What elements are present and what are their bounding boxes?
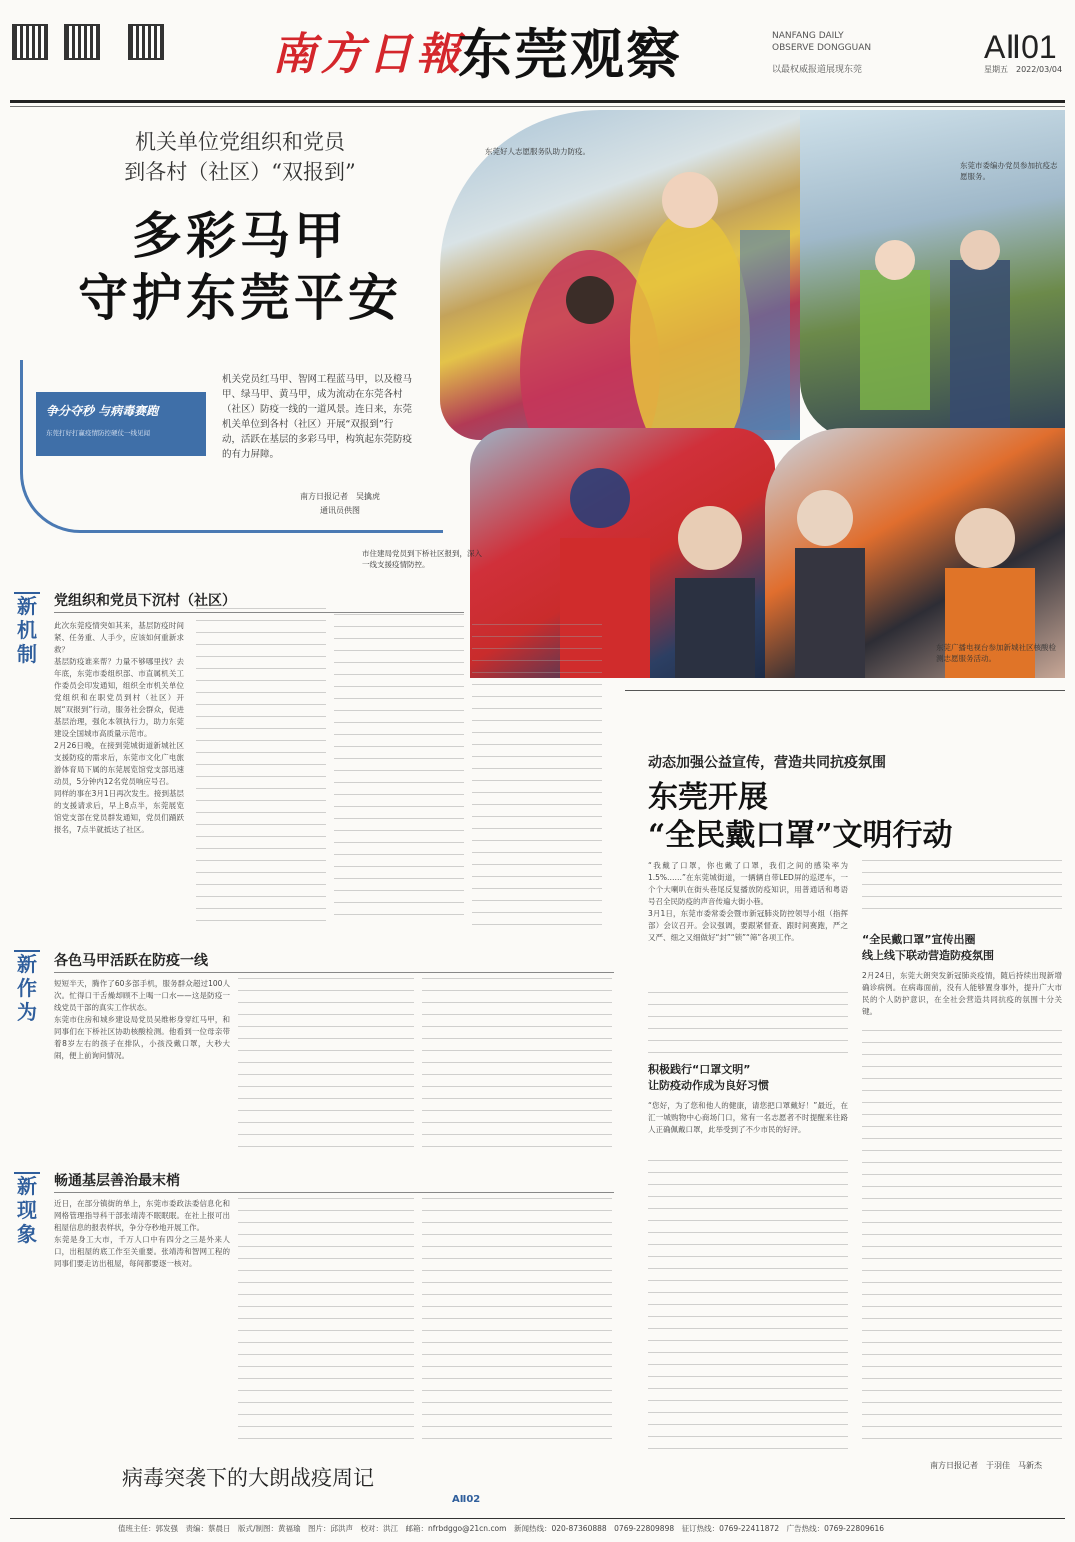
masthead-rule <box>10 100 1065 103</box>
right-article-rule <box>625 690 1065 691</box>
photo-caption-3: 市住建局党员到下桥社区报到，深入一线支援疫情防控。 <box>362 549 482 569</box>
section-title: 东莞观察 <box>458 23 682 86</box>
section-1-col-1: 此次东莞疫情突如其来，基层防疫时间紧、任务重、人手少，应该如何重新求救？ 基层防疫谁来帮？力量不够哪里找？去年底，东莞市委组织部、市直属机关工作委员会印发通知，组织全市机关单位党组织和在职党员到村（社区）开展“双报到”行动，服务社会群众，促进基层治理，强化本领执行力，助力东莞建设全国城市高质量示范市。 2月26日晚，在接到莞城街道新城社区支援防疫的需求后，东莞市文化广电旅游体育局下属的东莞展览馆党支部迅速动员，5分钟内12名党员响应号召。 同样的事在3月1日再次发生。接到基层的支援请求后，早上8点半，东莞展览馆党支部在党员群发通知，党员们踊跃报名，7点半就抵达了社区。 <box>54 621 184 834</box>
qr-code-3 <box>128 24 164 60</box>
right-article-title-1: 东莞开展 <box>648 780 768 815</box>
section-2-col-1: 短短半天，腾作了60多部手机，服务群众超过100人次。忙得口干舌燥却顾不上喝一口水——这是防疫一线党员干部的真实工作状态。 东莞市住房和城乡建设局党员吴维彬身穿红马甲，和同事们在下桥社区协助核酸检测。他看到一位母亲带着8岁左右的孩子在排队，小孩没戴口罩，大秒大闹，便上前询问情况。 <box>54 979 230 1060</box>
section-3-rule <box>54 1192 614 1193</box>
photo-caption-1: 东莞好人志愿服务队助力防疫。 <box>485 147 590 156</box>
qr-code-2 <box>64 24 100 60</box>
right-article-kicker: 动态加强公益宣传，营造共同抗疫氛围 <box>648 755 886 771</box>
footer-rule <box>10 1518 1065 1519</box>
footer-credits: 值班主任：郭发强 责编：蔡晨日 版式/制图：黄福瑜 图片：邱洪声 校对：洪江 邮箱：nfrbdggo@21cn.com 新闻热线：020-87360888 0769-22809898 征订热线：0769-22411872 广告热线：0769-22809616 <box>118 1524 885 1533</box>
banner-title: 争分夺秒 与病毒赛跑 <box>46 404 159 418</box>
right-article-p3: “您好，为了您和他人的健康，请您把口罩戴好！”最近，在汇一城购物中心商场门口，常有一名志愿者不时提醒来往路人正确佩戴口罩，此举受到了不少市民的好评。 <box>648 1101 848 1134</box>
right-article-p1: “我戴了口罩，你也戴了口罩，我们之间的感染率为1.5%……”在东莞城街道，一辆辆自带LED屏的巡逻车，一个个大喇叭在街头巷尾反复播放防疫知识，用普通话和粤语号召全民防疫的声音传遍大街小巷。 3月1日，东莞市委常委会暨市新冠肺炎防控领导小组（指挥部）会议召开。会议强调，要跟紧督查、跟时间赛跑，严之又严、细之又细做好“封”“锁”“筛”各项工作。 <box>648 861 848 942</box>
page-reference[interactable]: AⅡ02 <box>452 1494 481 1505</box>
photo-volunteers-yellow-vests <box>440 110 800 440</box>
right-article-col-2b-text <box>862 1030 1062 1450</box>
lead-paragraph: 机关党员红马甲、智网工程蓝马甲，以及橙马甲、绿马甲、黄马甲，成为流动在东莞各村（社区）防疫一线的一道风景。连日来，东莞机关单位到各村（社区）开展“双报到”行动，活跃在基层的多彩马甲，构筑起东莞防疫的有力屏障。 <box>222 374 413 460</box>
right-article-col-2-text <box>862 860 1062 920</box>
section-1-title: 党组织和党员下沉村（社区） <box>54 593 236 609</box>
masthead-rule-thin <box>10 106 1065 107</box>
photo-caption-4: 东莞广播电视台参加新城社区核酸检测志愿服务活动。 <box>936 643 1056 663</box>
section-tag-new-phenomenon: 新 现 象 <box>14 1172 40 1246</box>
byline: 南方日报记者 吴擒虎 通讯员供图 <box>300 492 380 515</box>
section-3-col-3-text <box>422 1198 612 1448</box>
section-2-col-2-text <box>238 978 414 1148</box>
photo-orange-vest-volunteers <box>765 428 1065 678</box>
series-banner <box>36 392 206 456</box>
photo-figures <box>440 110 800 440</box>
headline-kicker-2: 到各村（社区）“双报到” <box>124 160 356 184</box>
right-subhead-2: “全民戴口罩”宣传出圈 线上线下联动营造防疫氛围 <box>862 933 994 962</box>
right-article-col-1-text <box>648 992 848 1054</box>
section-2-rule <box>54 972 614 973</box>
section-1-col-4-text <box>472 624 602 926</box>
section-tag-new-action: 新 作 为 <box>14 950 40 1024</box>
section-3-col-2-text <box>238 1198 414 1448</box>
photo-figures-4 <box>765 428 1065 678</box>
brand-english: NANFANG DAILY OBSERVE DONGGUAN <box>772 31 872 53</box>
headline-title-2: 守护东莞平安 <box>78 268 402 327</box>
banner-subtitle: 东莞打好打赢疫情防控硬仗一线见闻 <box>46 429 150 437</box>
right-article-title-2: “全民戴口罩”文明行动 <box>648 818 953 853</box>
section-1-col-3-text <box>334 614 464 926</box>
section-3-col-1: 近日，在部分镇街的单上，东莞市委政法委信息化和网格管理指导科干部张靖涛不眠眠眠。在社上报可出租屋信息的报表样状，争分夺秒地开展工作。 东莞是身工大市，千万人口中有四分之三是外来人口，出租屋的底工作至关重要。张靖涛和智网工程的同事们要走访出租屋，每间都要逐一核对。 <box>54 1199 230 1268</box>
section-1-col-2-text <box>196 608 326 926</box>
issue-date: 星期五 2022/03/04 <box>984 65 1063 74</box>
headline-kicker-1: 机关单位党组织和党员 <box>135 130 345 154</box>
photo-caption-2: 东莞市委编办党员参加抗疫志愿服务。 <box>960 161 1058 181</box>
newspaper-logo: 南方日報 <box>272 29 464 80</box>
right-subhead-1: 积极践行“口罩文明” 让防疫动作成为良好习惯 <box>648 1063 769 1092</box>
section-2-col-3-text <box>422 978 612 1148</box>
headline-title-1: 多彩马甲 <box>132 206 348 265</box>
section-tag-new-mechanism: 新 机 制 <box>14 592 40 666</box>
section-3-title: 畅通基层善治最末梢 <box>54 1173 180 1189</box>
page-number: AⅡ01 <box>984 29 1057 65</box>
qr-code-1 <box>12 24 48 60</box>
right-article-p4: 2月24日，东莞大朗突发新冠肺炎疫情，随后持续出现新增确诊病例。在病毒面前，没有人能够置身事外，提升广大市民的个人防护意识，在全社会营造共同抗疫的氛围十分关键。 <box>862 971 1062 1016</box>
next-page-teaser[interactable]: 病毒突袭下的大朗战疫周记 <box>122 1466 374 1490</box>
section-2-title: 各色马甲活跃在防疫一线 <box>54 953 208 969</box>
right-article-col-1b-text <box>648 1160 848 1456</box>
right-article-byline: 南方日报记者 于羽佳 马新杰 <box>930 1461 1042 1470</box>
tagline: 以最权威报道展现东莞 <box>772 65 863 75</box>
